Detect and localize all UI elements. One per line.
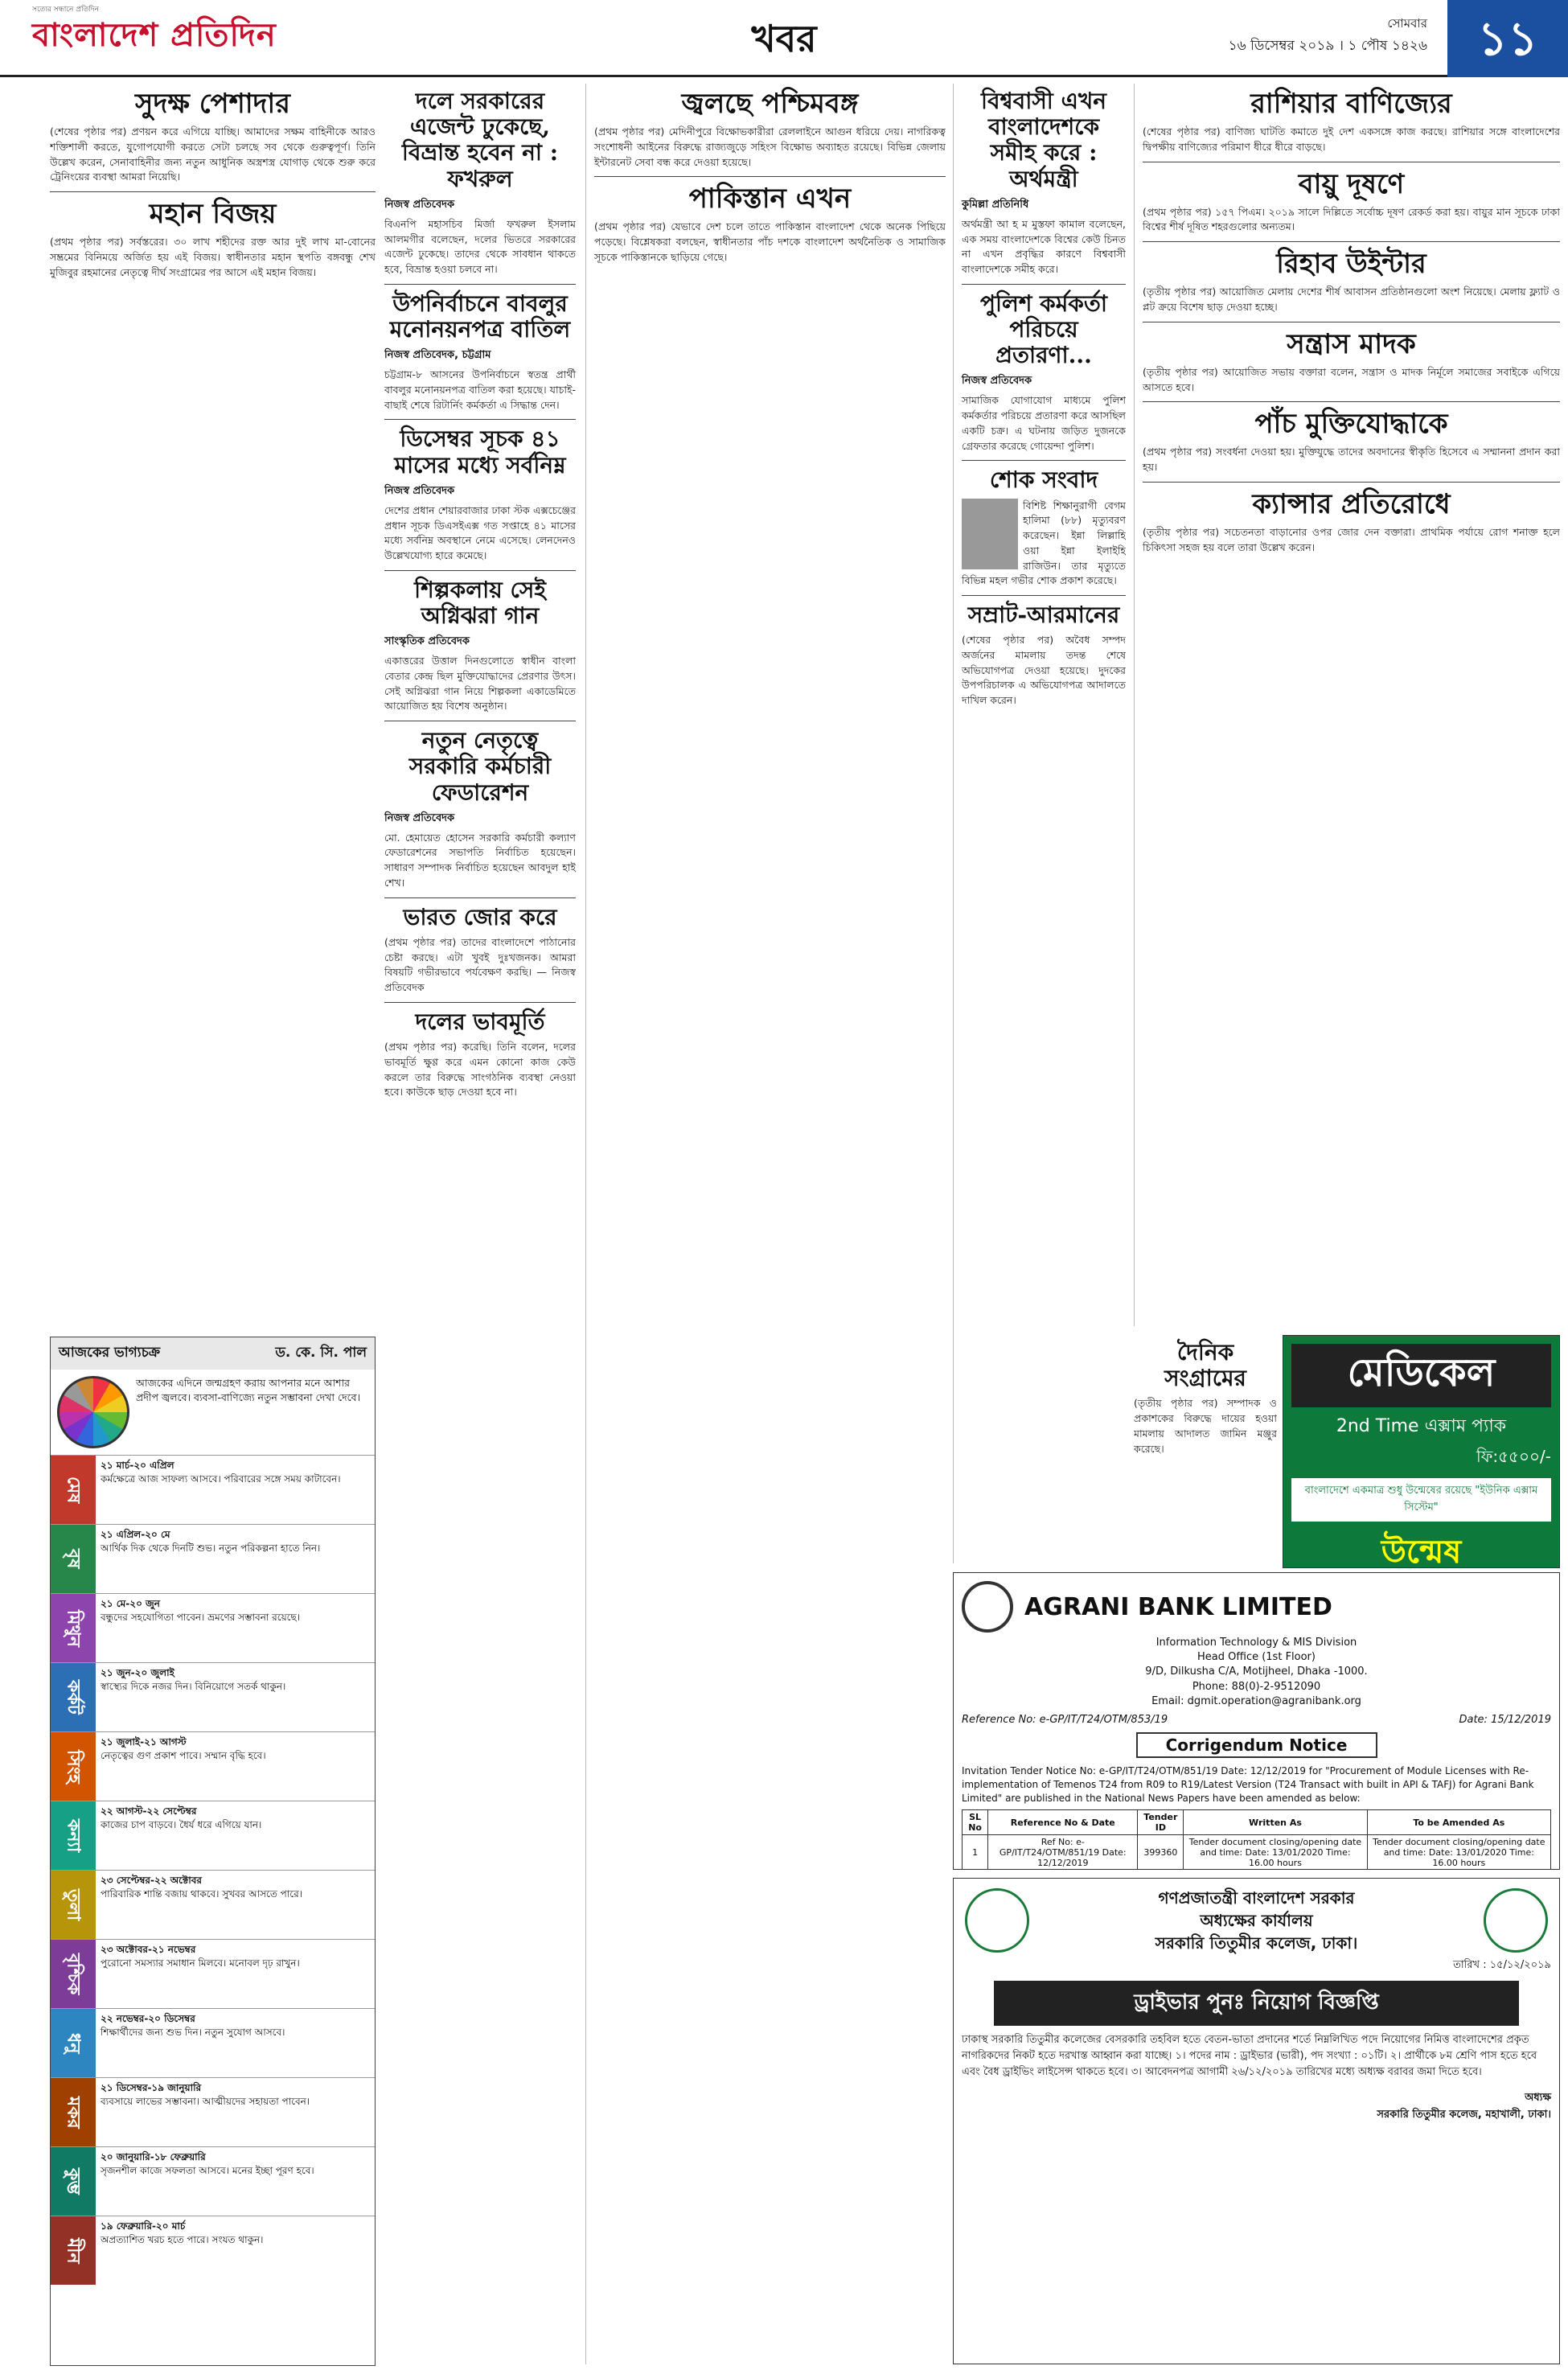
sign-text [96, 1940, 375, 2008]
sign-date-range: ২১ মে-২০ জুন [101, 1598, 160, 1609]
sign-date-range: ২১ জুলাই-২১ আগস্ট [101, 1736, 187, 1748]
bank-division: Information Technology & MIS Division [1155, 1637, 1357, 1649]
horoscope-title: আজকের ভাগ্যচক্র [59, 1345, 161, 1361]
sign-name: কন্যা [51, 1801, 96, 1870]
byline: কুমিল্লা প্রতিনিধি [962, 198, 1029, 211]
obituary-photo [962, 499, 1018, 569]
horoscope-sign-7 [51, 1870, 375, 1939]
sign-text [96, 2216, 375, 2285]
corrigendum-title: Corrigendum Notice [1136, 1732, 1377, 1758]
horoscope-intro [51, 1370, 375, 1455]
ad-medical-title: মেডিকেল [1291, 1344, 1551, 1407]
sign-name: মিথুন [51, 1594, 96, 1662]
headline-panch-muktijoddha[interactable]: পাঁচ মুক্তিযোদ্ধাকে [1254, 408, 1448, 441]
headline-bharat-jor[interactable]: ভারত জোর করে [403, 903, 557, 930]
byline: নিজস্ব প্রতিবেদক [384, 198, 455, 211]
table-cell: Tender document closing/opening date and time: Date: 13/01/2020 Time: 16.00 hours [1367, 1835, 1550, 1870]
bank-date: Date: 15/12/2019 [1459, 1713, 1551, 1726]
sign-name: বৃষ [51, 1525, 96, 1593]
article-body-sontras: (তৃতীয় পৃষ্ঠার পর) আয়োজিত সভায় বক্তারা বলেন, সন্ত্রাস ও মাদক নির্মূলে সমাজের সবাইকে এগিয়ে আসতে হবে। [1143, 365, 1560, 393]
headline-december-index[interactable]: ডিসেম্বর সূচক ৪১ মাসের মধ্যে সর্বনিম্ন [394, 425, 566, 478]
horoscope-sign-9 [51, 2008, 375, 2077]
sign-prediction: সৃজনশীল কাজে সফলতা আসবে। মনের ইচ্ছা পূরণ হবে। [101, 2164, 314, 2176]
horoscope-sign-2 [51, 1524, 375, 1593]
table-cell: Tender document closing/opening date and time: Date: 13/01/2020 Time: 16.00 hours [1184, 1835, 1367, 1870]
govt-signer-org: সরকারি তিতুমীর কলেজ, মহাখালী, ঢাকা। [1377, 2109, 1551, 2121]
sign-date-range: ২২ আগস্ট-২২ সেপ্টেম্বর [101, 1805, 197, 1817]
headline-bishwabasi[interactable]: বিশ্ববাসী এখন বাংলাদেশকে সমীহ করে : অর্থমন্ত্রী [981, 88, 1106, 192]
article-body-upanirbachon: চট্টগ্রাম-৮ আসনের উপনির্বাচনে স্বতন্ত্র প্রার্থী বাবলুর মনোনয়নপত্র বাতিল করা হয়েছে। যাচাই-বাছাই শেষে রিটার্নিং কর্মকর্তা এ সিদ্ধান্ত দেন। [384, 368, 576, 411]
ad-medical-fee: ফি:৫৫০০/- [1476, 1447, 1551, 1466]
divider [962, 595, 1126, 596]
column-6 [1134, 1335, 1277, 1568]
sign-text [96, 1594, 375, 1662]
govt-signature [962, 2090, 1551, 2124]
article-body-panch-muktijoddha: (প্রথম পৃষ্ঠার পর) সংবর্ধনা দেওয়া হয়। মুক্তিযুদ্ধে তাদের অবদানের স্বীকৃতি হিসেবে এ সম্মাননা প্রদান করা হয়। [1143, 446, 1560, 474]
govt-line-2: অধ্যক্ষের কার্যালয় [1200, 1911, 1313, 1930]
sign-text [96, 1525, 375, 1593]
agrani-bank-notice [953, 1572, 1560, 1870]
column-5 [1134, 84, 1560, 1326]
sign-date-range: ২১ জুন-২০ জুলাই [101, 1667, 174, 1678]
sign-date-range: ২১ এপ্রিল-২০ মে [101, 1529, 170, 1540]
sign-date-range: ২০ জানুয়ারি-১৮ ফেব্রুয়ারি [101, 2151, 206, 2162]
divider [962, 460, 1126, 461]
divider [594, 176, 946, 177]
column-1 [50, 84, 376, 1330]
sign-prediction: কর্মক্ষেত্রে আজ সাফল্য আসবে। পরিবারের সঙ্গে সময় কাটাবেন। [101, 1472, 341, 1485]
sign-prediction: স্বাস্থ্যের দিকে নজর দিন। বিনিয়োগে সতর্ক থাকুন। [101, 1680, 286, 1692]
sign-text [96, 1456, 375, 1524]
corrigendum-table [962, 1809, 1551, 1870]
sign-prediction: অপ্রত্যাশিত খরচ হতে পারে। সংযত থাকুন। [101, 2233, 264, 2245]
bank-address: 9/D, Dilkusha C/A, Motijheel, Dhaka -1000. [1145, 1665, 1368, 1678]
sign-prediction: আর্থিক দিক থেকে দিনটি শুভ। নতুন পরিকল্পনা হাতে নিন। [101, 1542, 321, 1554]
sign-date-range: ২১ ডিসেম্বর-১৯ জানুয়ারি [101, 2082, 202, 2093]
issue-day: সোমবার [1387, 16, 1427, 31]
table-cell: 399360 [1138, 1835, 1184, 1870]
table-header-cell: Written As [1184, 1810, 1367, 1835]
headline-cancer[interactable]: ক্যান্সার প্রতিরোধে [1252, 487, 1451, 520]
sign-text [96, 1871, 375, 1939]
zodiac-wheel-icon [57, 1376, 129, 1448]
article-body-mohan-bijoy: (প্রথম পৃষ্ঠার পর) সর্বস্তরের। ৩০ লাখ শহীদের রক্ত আর দুই লাখ মা-বোনের সম্ভ্রমের বিনিময়ে অর্জিত হয় এই বিজয়। স্বাধীনতার মহান স্থপতি বঙ্গবন্ধু শেখ মুজিবুর রহমানের নেতৃত্বে দীর্ঘ সংগ্রামের পর আসে এই মহান বিজয়। [50, 236, 376, 278]
table-cell: 1 [963, 1835, 988, 1870]
article-body-paschimbanga: (প্রথম পৃষ্ঠার পর) মেদিনীপুরে বিক্ষোভকারীরা রেললাইনে আগুন ধরিয়ে দেয়। নাগরিকত্ব সংশোধনী আইনের বিরুদ্ধে রাজ্যজুড়ে সহিংস বিক্ষোভ অব্যাহত রয়েছে। বিভিন্ন জেলায় ইন্টারনেট সেবা বন্ধ করে দেওয়া হয়েছে। [594, 125, 946, 168]
college-seal-icon [1484, 1888, 1548, 1953]
horoscope-sign-8 [51, 1939, 375, 2008]
divider [384, 284, 576, 285]
horoscope-sign-11 [51, 2146, 375, 2216]
section-title: খবর [751, 17, 817, 60]
table-cell: Ref No: e-GP/IT/T24/OTM/851/19 Date: 12/12/2019 [988, 1835, 1138, 1870]
horoscope-sign-6 [51, 1801, 375, 1870]
horoscope-author: ড. কে. সি. পাল [275, 1345, 367, 1361]
article-body-dainik-sangram: (তৃতীয় পৃষ্ঠার পর) সম্পাদক ও প্রকাশকের বিরুদ্ধে দায়ের হওয়া মামলায় আদালত জামিন মঞ্জুর করেছে। [1134, 1397, 1277, 1455]
headline-police-karmakarta[interactable]: পুলিশ কর্মকর্তা পরিচয়ে প্রতারণা... [979, 290, 1108, 369]
article-body-pakistan: (প্রথম পৃষ্ঠার পর) যেভাবে দেশ চলে তাতে পাকিস্তান বাংলাদেশ থেকে অনেক পিছিয়ে পড়েছে। বিশ্লেষকরা বলছেন, স্বাধীনতার পাঁচ দশকে বাংলাদেশ অর্থনৈতিক ও সামাজিক সূচকে পাকিস্তানকে ছাড়িয়ে গেছে। [594, 220, 946, 263]
ad-medical-note: বাংলাদেশে একমাত্র শুধু উন্মেষের রয়েছে "ইউনিক এক্সাম সিস্টেম" [1291, 1478, 1551, 1522]
table-header-cell: Tender ID [1138, 1810, 1184, 1835]
headline-doler-bhabmurti[interactable]: দলের ভাবমূর্তি [415, 1008, 545, 1035]
sign-prediction: নেতৃত্বের গুণ প্রকাশ পাবে। সম্মান বৃদ্ধি হবে। [101, 1749, 266, 1761]
divider [384, 1002, 576, 1003]
bank-logo-icon [962, 1581, 1013, 1633]
headline-samrat[interactable]: সম্রাট-আরমানের [967, 602, 1120, 628]
sign-prediction: শিক্ষার্থীদের জন্য শুভ দিন। নতুন সুযোগ আসবে। [101, 2026, 285, 2038]
sign-name: ধনু [51, 2009, 96, 2077]
headline-upanirbachon[interactable]: উপনির্বাচনে বাবলুর মনোনয়নপত্র বাতিল [389, 290, 571, 343]
govt-notice-body: ঢাকাস্থ সরকারি তিতুমীর কলেজের বেসরকারি তহবিল হতে বেতন-ভাতা প্রদানের শর্তে নিম্নলিখিত পদে নিয়োগের নিমিত্ত বাংলাদেশের প্রকৃত নাগরিকদের নিকট হতে দরখাস্ত আহ্বান করা যাচ্ছে। ১। পদের নাম : ড্রাইভার (ভারী), পদ সংখ্যা : ০১টি। ২। প্রার্থীকে ৮ম শ্রেণি পাস হতে হবে এবং বৈধ ড্রাইভিং লাইসেন্স থাকতে হবে। ৩। আবেদনপত্র আগামী ২৬/১২/২০১৯ তারিখের মধ্যে অধ্যক্ষ বরাবর জমা দিতে হবে। [962, 2034, 1537, 2079]
byline: নিজস্ব প্রতিবেদক [384, 811, 455, 824]
bank-notice-body: Invitation Tender Notice No: e-GP/IT/T24/OTM/851/19 Date: 12/12/2019 for "Procurement of Module Licenses with Re-implementation of Temenos T24 from R09 to R19/Latest Version (T24 Transact with built in API & TAFJ) for Agrani Bank Limited" are published in the National News Papers have been amended as below: [962, 1764, 1534, 1804]
headline-sontras[interactable]: সন্ত্রাস মাদক [1287, 327, 1416, 360]
table-row [963, 1835, 1551, 1870]
sign-prediction: কাজের চাপ বাড়বে। ধৈর্য ধরে এগিয়ে যান। [101, 1818, 262, 1830]
sign-text [96, 2078, 375, 2146]
sign-text [96, 1663, 375, 1731]
bank-name: AGRANI BANK LIMITED [1024, 1592, 1332, 1621]
byline: নিজস্ব প্রতিবেদক [384, 484, 455, 497]
article-body-rihab: (তৃতীয় পৃষ্ঠার পর) আয়োজিত মেলায় দেশের শীর্ষ আবাসন প্রতিষ্ঠানগুলো অংশ নিয়েছে। মেলায় ফ্ল্যাট ও প্লট ক্রয়ে বিশেষ ছাড় দেওয়া হচ্ছে। [1143, 285, 1560, 314]
article-body-dole-sarkar: বিএনপি মহাসচিব মির্জা ফখরুল ইসলাম আলমগীর বলেছেন, দলের ভিতরে সরকারের এজেন্ট ঢুকেছে। তাদের থেকে সাবধান থাকতে হবে, বিভ্রান্ত হওয়া চলবে না। [384, 217, 576, 275]
article-body-bayu-dushan: (প্রথম পৃষ্ঠার পর) ১৫৭ পিএম। ২০১৯ সালে দিল্লিতে সর্বোচ্চ দূষণ রেকর্ড করা হয়। বায়ুর মান সূচকে ঢাকা বিশ্বের শীর্ষ দূষিত শহরগুলোর অন্যতম। [1143, 205, 1560, 233]
bank-reference: Reference No: e-GP/IT/T24/OTM/853/19 [962, 1713, 1168, 1726]
article-body-shok-songbad: বিশিষ্ট শিক্ষানুরাগী বেগম হালিমা (৮৮) মৃত্যুবরণ করেছেন। ইন্না লিল্লাহি ওয়া ইন্না ইলাইহি রাজিউন। তার মৃত্যুতে বিভিন্ন মহল গভীর শোক প্রকাশ করেছে। [962, 499, 1126, 587]
horoscope-sign-list [51, 1455, 375, 2285]
column-3 [585, 84, 946, 2364]
horoscope-intro-text: আজকের এদিনে জন্মগ্রহণ করায় আপনার মনে আশার প্রদীপ জ্বলবে। ব্যবসা-বাণিজ্যে নতুন সম্ভাবনা দেখা দেবে। [136, 1377, 361, 1404]
sign-date-range: ২৩ সেপ্টেম্বর-২২ অক্টোবর [101, 1875, 202, 1886]
govt-line-1: গণপ্রজাতন্ত্রী বাংলাদেশ সরকার [1158, 1888, 1355, 1908]
titumir-college-recruitment-ad [953, 1878, 1560, 2364]
article-body-sushakkha: (শেষের পৃষ্ঠার পর) প্রণয়ন করে এগিয়ে যাচ্ছি। আমাদের সক্ষম বাহিনীকে আরও শক্তিশালী করতে, যুগোপযোগী করতে সেটা চলছে সব থেকে গুরুত্বপূর্ণ। তিনি উল্লেখ করেন, সেনাবাহিনীর জন্য নতুন আধুনিক অস্ত্রশস্ত্র যোগাড় থেকে শুরু করে ট্রেনিংয়ের ব্যবস্থা আমরা নিয়েছি। [50, 125, 376, 183]
newspaper-logo[interactable]: বাংলাদেশ প্রতিদিন [32, 16, 277, 54]
sign-text [96, 2009, 375, 2077]
headline-karmochari[interactable]: নতুন নেতৃত্বে সরকারি কর্মচারী ফেডারেশন [408, 727, 552, 806]
sign-name: মেষ [51, 1456, 96, 1524]
horoscope-sign-1 [51, 1455, 375, 1524]
headline-paschimbanga[interactable]: জ্বলছে পশ্চিমবঙ্গ [681, 88, 859, 120]
divider [1143, 482, 1560, 483]
bangladesh-govt-seal-icon [965, 1888, 1029, 1953]
divider [1143, 241, 1560, 242]
table-header-cell: SL No [963, 1810, 988, 1835]
bank-contact [962, 1636, 1551, 1709]
headline-russia-banijjo[interactable]: রাশিয়ার বাণিজ্যের [1250, 88, 1452, 120]
sign-date-range: ২২ নভেম্বর-২০ ডিসেম্বর [101, 2013, 195, 2024]
bank-office: Head Office (1st Floor) [1197, 1651, 1316, 1664]
sign-date-range: ১৯ ফেব্রুয়ারি-২০ মার্চ [101, 2220, 186, 2232]
article-body-december-index: দেশের প্রধান শেয়ারবাজার ঢাকা স্টক এক্সচেঞ্জের প্রধান সূচক ডিএসইএক্স গত সপ্তাহে ৪১ মাসের মধ্যে সর্বনিম্ন অবস্থানে নেমে এসেছে। লেনদেনও উল্লেখযোগ্য হারে কমেছে। [384, 503, 576, 561]
divider [384, 419, 576, 420]
divider [962, 284, 1126, 285]
horoscope-sign-10 [51, 2077, 375, 2146]
sign-prediction: পুরোনো সমস্যার সমাধান মিলবে। মনোবল দৃঢ় রাখুন। [101, 1957, 300, 1969]
sign-date-range: ২৩ অক্টোবর-২১ নভেম্বর [101, 1944, 196, 1955]
article-body-bharat-jor: (প্রথম পৃষ্ঠার পর) তাদের বাংলাদেশে পাঠানোর চেষ্টা করছে। এটা খুবই দুঃখজনক। আমরা বিষয়টি গভীরভাবে পর্যবেক্ষণ করছি। — নিজস্ব প্রতিবেদক [384, 935, 576, 994]
divider [50, 191, 376, 192]
logo-tagline: সত্যের সন্ধানে প্রতিদিন [32, 6, 99, 14]
table-header-cell: To be Amended As [1367, 1810, 1550, 1835]
byline: নিজস্ব প্রতিবেদক, চট্টগ্রাম [384, 349, 491, 362]
article-body-police-karmakarta: সামাজিক যোগাযোগ মাধ্যমে পুলিশ কর্মকর্তার পরিচয়ে প্রতারণা করে আসছিল একটি চক্র। এ ঘটনায় জড়িত দুজনকে গ্রেফতার করেছে গোয়েন্দা পুলিশ। [962, 394, 1126, 452]
headline-bayu-dushan[interactable]: বায়ু দূষণে [1298, 167, 1405, 200]
sign-name: মীন [51, 2216, 96, 2285]
article-body-doler-bhabmurti: (প্রথম পৃষ্ঠার পর) করেছি। তিনি বলেন, দলের ভাবমূর্তি ক্ষুণ্ণ করে এমন কোনো কাজ কেউ করলে তার বিরুদ্ধে সাংগঠনিক ব্যবস্থা নেওয়া হবে। কাউকে ছাড় দেওয়া হবে না। [384, 1041, 576, 1099]
masthead [0, 0, 1568, 77]
bank-header [962, 1581, 1551, 1633]
headline-pakistan[interactable]: পাকিস্তান এখন [688, 183, 852, 216]
headline-shilpokola[interactable]: শিল্পকলায় সেই অগ্নিঝরা গান [414, 576, 546, 629]
issue-date: ১৬ ডিসেম্বর ২০১৯ । ১ পৌষ ১৪২৬ [1228, 38, 1427, 54]
govt-header [962, 1887, 1551, 1954]
horoscope-sign-12 [51, 2216, 375, 2285]
sign-name: বৃশ্চিক [51, 1940, 96, 2008]
horoscope-sign-5 [51, 1731, 375, 1801]
article-body-bishwabasi: অর্থমন্ত্রী আ হ ম মুস্তফা কামাল বলেছেন, এক সময় বাংলাদেশকে বিশ্বের কেউ চিনত না এখন প্রবৃদ্ধির কারণে বিশ্ববাসী বাংলাদেশকে সমীহ করে। [962, 217, 1126, 275]
govt-signer: অধ্যক্ষ [1525, 2092, 1551, 2105]
sign-text [96, 1801, 375, 1870]
divider [384, 897, 576, 898]
horoscope-sign-4 [51, 1662, 375, 1731]
govt-date: তারিখ : ১৫/১২/২০১৯ [1453, 1959, 1551, 1971]
article-body-russia-banijjo: (শেষের পৃষ্ঠার পর) বাণিজ্য ঘাটতি কমাতে দুই দেশ একসঙ্গে কাজ করছে। রাশিয়ার সঙ্গে বাংলাদেশের দ্বিপক্ষীয় বাণিজ্যের পরিমাণ ধীরে ধীরে বাড়ছে। [1143, 125, 1560, 153]
table-header-cell: Reference No & Date [988, 1810, 1138, 1835]
page-number-badge: ১১ [1447, 0, 1568, 77]
bank-phone: Phone: 88(0)-2-9512090 [1192, 1680, 1321, 1693]
byline: নিজস্ব প্রতিবেদক [962, 375, 1032, 388]
sign-prediction: ব্যবসায়ে লাভের সম্ভাবনা। আত্মীয়দের সহায়তা পাবেন। [101, 2095, 310, 2107]
sign-prediction: বন্ধুদের সহযোগিতা পাবেন। ভ্রমণের সম্ভাবনা রয়েছে। [101, 1611, 301, 1623]
column-4 [953, 84, 1126, 1563]
article-body-shilpokola: একাত্তরের উত্তাল দিনগুলোতে স্বাধীন বাংলা বেতার কেন্দ্র ছিল মুক্তিযোদ্ধাদের প্রেরণার উৎস। সেই অগ্নিঝরা গান নিয়ে শিল্পকলা একাডেমিতে আয়োজিত হয় বিশেষ অনুষ্ঠান। [384, 655, 576, 713]
article-body-karmochari: মো. হেমায়েত হোসেন সরকারি কর্মচারী কল্যাণ ফেডারেশনের সভাপতি নির্বাচিত হয়েছেন। সাধারণ সম্পাদক নির্বাচিত হয়েছেন আবদুল হাই শেখ। [384, 831, 576, 889]
byline: সাংস্কৃতিক প্রতিবেদক [384, 635, 470, 648]
headline-sushakkha[interactable]: সুদক্ষ পেশাদার [135, 88, 290, 120]
sign-name: সিংহ [51, 1732, 96, 1801]
ad-medical-brand: উন্মেষ [1381, 1534, 1462, 1568]
headline-mohan-bijoy[interactable]: মহান বিজয় [149, 198, 277, 231]
sign-name: কর্কট [51, 1663, 96, 1731]
horoscope-header [51, 1337, 375, 1370]
article-body-samrat: (শেষের পৃষ্ঠার পর) অবৈধ সম্পদ অর্জনের মামলায় তদন্ত শেষে অভিযোগপত্র দেওয়া হয়েছে। দুদকের উপপরিচালক এ অভিযোগপত্র আদালতে দাখিল করেন। [962, 634, 1126, 707]
govt-line-3: সরকারি তিতুমীর কলেজ, ঢাকা। [1155, 1933, 1358, 1953]
horoscope-sign-3 [51, 1593, 375, 1662]
sign-date-range: ২১ মার্চ-২০ এপ্রিল [101, 1460, 174, 1471]
bank-reference-row [962, 1714, 1551, 1726]
medical-coaching-ad[interactable] [1283, 1335, 1560, 1568]
headline-shok-songbad[interactable]: শোক সংবাদ [989, 466, 1098, 494]
ad-medical-subtitle: 2nd Time এক্সাম প্যাক [1336, 1416, 1507, 1436]
headline-rihab[interactable]: রিহাব উইন্টার [1276, 248, 1426, 281]
divider [384, 570, 576, 571]
article-body-cancer: (তৃতীয় পৃষ্ঠার পর) সচেতনতা বাড়ানোর ওপর জোর দেন বক্তারা। প্রাথমিক পর্যায়ে রোগ শনাক্ত হলে চিকিৎসা সহজ হয় বলে তারা উল্লেখ করেন। [1143, 526, 1560, 553]
sign-text [96, 1732, 375, 1801]
headline-dole-sarkar[interactable]: দলে সরকারের এজেন্ট ঢুকেছে, বিভ্রান্ত হবেন না : ফখরুল [401, 88, 559, 192]
sign-name: মকর [51, 2078, 96, 2146]
sign-name: কুম্ভ [51, 2147, 96, 2216]
sign-prediction: পারিবারিক শান্তি বজায় থাকবে। সুখবর আসতে পারে। [101, 1887, 302, 1900]
headline-dainik-sangram[interactable]: দৈনিক সংগ্রামের [1164, 1339, 1246, 1392]
divider [1143, 401, 1560, 402]
bank-email: Email: dgmit.operation@agranibank.org [1151, 1694, 1361, 1707]
sign-name: তুলা [51, 1871, 96, 1939]
govt-notice-title: ড্রাইভার পুনঃ নিয়োগ বিজ্ঞপ্তি [994, 1981, 1519, 2026]
sign-text [96, 2147, 375, 2216]
horoscope-box [50, 1337, 376, 2366]
column-2 [384, 84, 576, 2364]
